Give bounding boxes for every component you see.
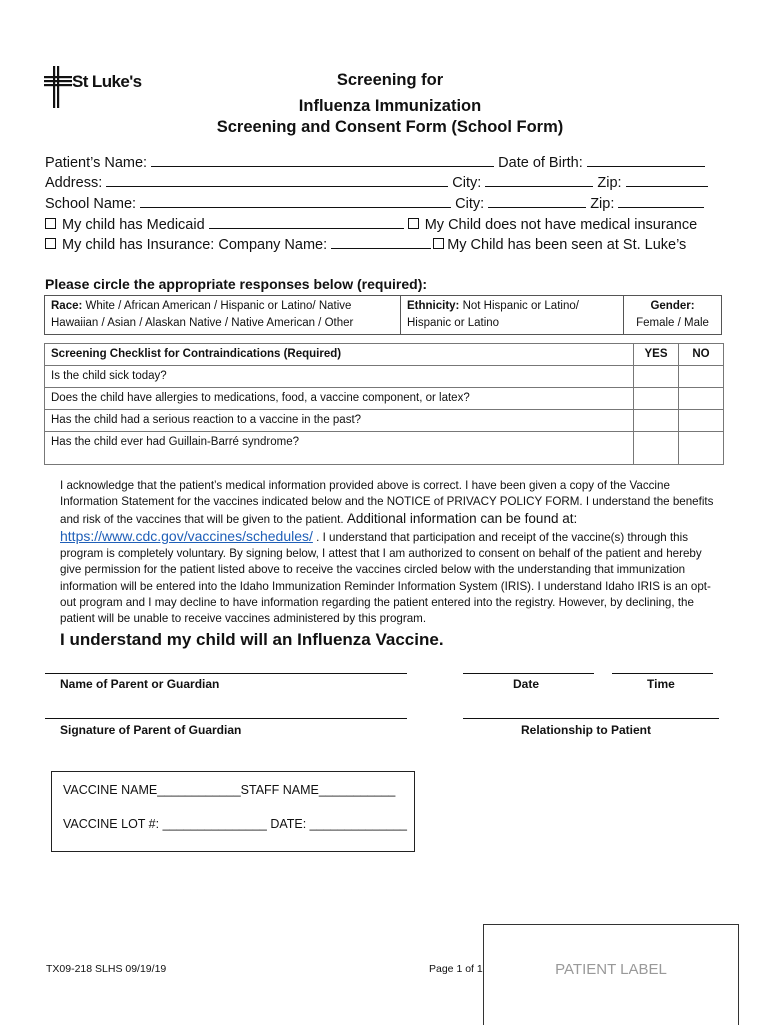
school-zip-label: Zip: <box>590 196 615 212</box>
brand-name: St Luke's <box>72 72 142 91</box>
medicaid-label: My child has Medicaid <box>62 217 205 233</box>
gender-options: Female / Male <box>636 317 709 329</box>
insurance-label: My child has Insurance: Company Name: <box>62 237 328 253</box>
zip-label: Zip: <box>597 175 622 191</box>
dob-field[interactable] <box>587 153 705 167</box>
yes-cell[interactable] <box>634 366 679 388</box>
address-row <box>45 173 708 192</box>
yes-header: YES <box>634 344 679 366</box>
seen-label: My Child has been seen at St. Luke’s <box>447 237 687 253</box>
gender-label: Gender: <box>650 300 695 312</box>
ethnicity-label: Ethnicity: <box>407 300 460 312</box>
zip-field[interactable] <box>626 173 708 187</box>
medicaid-row <box>45 215 697 234</box>
yes-cell[interactable] <box>634 388 679 410</box>
no-cell[interactable] <box>679 388 724 410</box>
st-lukes-logo <box>44 66 144 106</box>
cross-logo-icon <box>44 66 74 108</box>
question-sick: Is the child sick today? <box>45 366 634 388</box>
yes-cell[interactable] <box>634 410 679 432</box>
no-header: NO <box>679 344 724 366</box>
ethnicity-cell[interactable] <box>401 296 624 335</box>
parent-name-line[interactable] <box>45 673 407 674</box>
no-insurance-checkbox[interactable] <box>408 218 419 229</box>
acknowledgement-text <box>60 478 724 628</box>
insurance-row <box>45 235 686 254</box>
vaccine-lot-line[interactable]: VACCINE LOT #: _______________ DATE: ______________ <box>63 817 408 831</box>
table-row <box>45 432 724 465</box>
gender-cell[interactable] <box>624 296 722 335</box>
screening-table <box>44 343 724 465</box>
form-code: TX09-218 SLHS 09/19/19 <box>46 963 167 975</box>
date-label: Date <box>513 677 540 691</box>
table-row <box>45 366 724 388</box>
patient-name-row <box>45 153 705 172</box>
time-label: Time <box>647 677 675 691</box>
page-number: Page 1 of 1 <box>429 963 483 975</box>
ethnicity-line-2: Hispanic or Latino <box>407 317 500 329</box>
seen-checkbox[interactable] <box>433 238 444 249</box>
question-guillain-barre: Has the child ever had Guillain-Barré syndrome? <box>45 432 634 465</box>
school-name-field[interactable] <box>140 194 451 208</box>
school-name-label: School Name: <box>45 196 137 212</box>
signature-line[interactable] <box>45 718 407 719</box>
title-line-1: Screening for <box>336 71 444 89</box>
school-city-field[interactable] <box>488 194 586 208</box>
circle-heading: Please circle the appropriate responses below (required): <box>45 276 428 292</box>
no-cell[interactable] <box>679 410 724 432</box>
race-cell[interactable] <box>45 296 401 335</box>
question-allergies: Does the child have allergies to medications, food, a vaccine component, or latex? <box>45 388 634 410</box>
no-cell[interactable] <box>679 432 724 465</box>
date-line[interactable] <box>463 673 594 674</box>
dob-label: Date of Birth: <box>498 155 583 171</box>
insurance-checkbox[interactable] <box>45 238 56 249</box>
race-label: Race: <box>51 300 83 312</box>
vaccine-name-line[interactable]: VACCINE NAME____________STAFF NAME___________ <box>63 783 396 797</box>
patient-name-field[interactable] <box>151 153 494 167</box>
patient-label-text: PATIENT LABEL <box>555 961 667 978</box>
table-row <box>45 410 724 432</box>
race-line-2: Hawaiian / Asian / Alaskan Native / Native American / Other <box>51 317 354 329</box>
ack-part-3: . I understand that participation and receipt of the vaccine(s) through this program is completely voluntary. By signing below, I attest that I am authorized to consent on behalf of the patient and hereby give permission for the patient listed above to receive the vaccines circled below with the understanding that immunization information will be entered into the Idaho Immunization Reminder Information System (IRIS). I understand Idaho IRIS is an opt-out program and I may decline to have information regarding the patient entered into the registry. However, by declining, the patient will be unable to receive vaccines administered by this program. <box>60 530 711 626</box>
medicaid-checkbox[interactable] <box>45 218 56 229</box>
yes-cell[interactable] <box>634 432 679 465</box>
ethnicity-line-1: Not Hispanic or Latino/ <box>462 300 579 312</box>
ack-part-2: Additional information can be found at: <box>346 510 578 526</box>
relationship-label: Relationship to Patient <box>521 723 652 737</box>
title-line-2: Influenza Immunization <box>298 97 482 115</box>
understand-statement: I understand my child will an Influenza Vaccine. <box>60 630 444 649</box>
demographics-table <box>44 295 722 335</box>
address-label: Address: <box>45 175 103 191</box>
patient-label-box <box>483 924 739 1025</box>
title-line-3: Screening and Consent Form (School Form) <box>216 118 564 136</box>
screening-header: Screening Checklist for Contraindications (Required) <box>45 344 634 366</box>
school-city-label: City: <box>455 196 485 212</box>
parent-name-label: Name of Parent or Guardian <box>60 677 220 691</box>
vaccine-box <box>51 771 415 852</box>
race-line-1: White / African American / Hispanic or Latino/ Native <box>85 300 352 312</box>
no-cell[interactable] <box>679 366 724 388</box>
patient-name-label: Patient’s Name: <box>45 155 148 171</box>
city-field[interactable] <box>485 173 593 187</box>
insurance-company-field[interactable] <box>331 235 431 249</box>
cdc-link[interactable]: https://www.cdc.gov/vaccines/schedules/ <box>60 527 313 544</box>
school-zip-field[interactable] <box>618 194 704 208</box>
address-field[interactable] <box>106 173 448 187</box>
table-row <box>45 388 724 410</box>
school-row <box>45 194 704 213</box>
question-reaction: Has the child had a serious reaction to a vaccine in the past? <box>45 410 634 432</box>
signature-label: Signature of Parent of Guardian <box>60 723 242 737</box>
ack-part-1: I acknowledge that the patient’s medical information provided above is correct. I have been given a copy of the Vaccine Information Statement for the vaccines indicated below and the NOTICE of PRIVACY POLICY FORM. I understand the benefits and risk of the vaccines that will be given to the patient. <box>60 479 714 526</box>
city-label: City: <box>452 175 482 191</box>
no-insurance-label: My Child does not have medical insurance <box>424 217 698 233</box>
time-line[interactable] <box>612 673 713 674</box>
medicaid-field[interactable] <box>209 215 404 229</box>
relationship-line[interactable] <box>463 718 719 719</box>
